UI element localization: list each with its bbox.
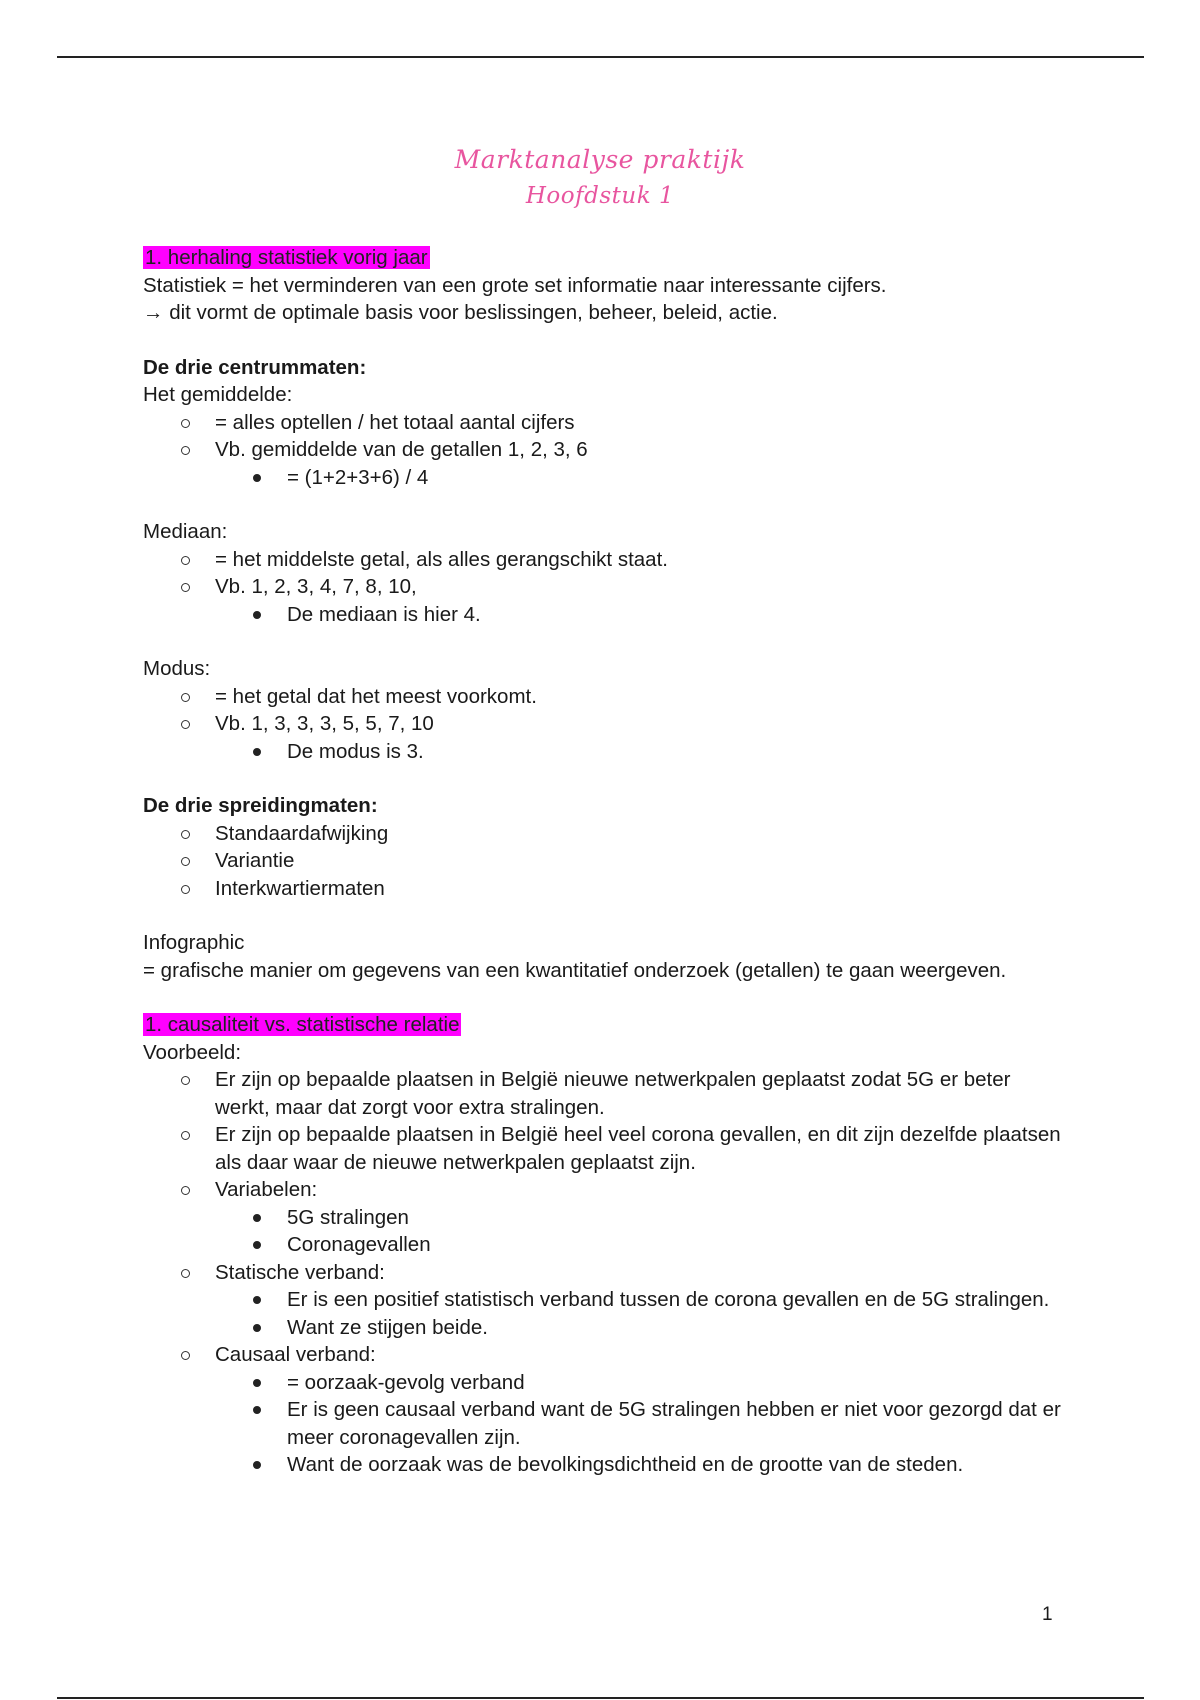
page-number: 1 — [1042, 1604, 1053, 1625]
voorbeeld-label: Voorbeeld: — [143, 1040, 242, 1064]
sub-list — [215, 601, 1063, 629]
sub-list — [215, 1204, 1063, 1259]
statistiek-definition: Statistiek = het verminderen van een grote set informatie naar interessante cijfers. — [143, 273, 887, 297]
modus-list — [143, 683, 1063, 766]
sub-list — [215, 464, 1063, 492]
list-item — [215, 436, 1063, 491]
mediaan-label: Mediaan: — [143, 520, 228, 543]
sub-list-item: Want de oorzaak was de bevolkingsdichtheid en de grootte van de steden. — [287, 1451, 1063, 1479]
voorbeeld-list — [143, 1066, 1063, 1479]
mediaan-list — [143, 546, 1063, 629]
sub-list-item: = oorzaak-gevolg verband — [287, 1369, 1063, 1397]
list-item-text: Causaal verband: — [215, 1343, 376, 1366]
gemiddelde-label: Het gemiddelde: — [143, 383, 293, 406]
list-item: Variantie — [215, 847, 1063, 875]
spreidingmaten-heading: De drie spreidingmaten: — [143, 794, 378, 817]
list-item — [215, 1176, 1063, 1259]
sub-list — [215, 738, 1063, 766]
list-item-text: Vb. gemiddelde van de getallen 1, 2, 3, 6 — [215, 438, 588, 461]
list-item-text: Vb. 1, 3, 3, 3, 5, 5, 7, 10 — [215, 712, 434, 735]
sub-list-item: Er is geen causaal verband want de 5G stralingen hebben er niet voor gezorgd dat er meer coronagevallen zijn. — [287, 1396, 1063, 1451]
spreidingmaten-list — [143, 820, 1063, 903]
list-item: = het middelste getal, als alles gerangschikt staat. — [215, 546, 1063, 574]
list-item: Er zijn op bepaalde plaatsen in België heel veel corona gevallen, en dit zijn dezelfde plaatsen als daar waar de nieuwe netwerkpalen geplaatst zijn. — [215, 1121, 1063, 1176]
list-item-text: Variabelen: — [215, 1178, 318, 1201]
sub-list — [215, 1369, 1063, 1479]
list-item — [215, 1259, 1063, 1342]
modus-label: Modus: — [143, 657, 211, 680]
highlighted-heading: 1. herhaling statistiek vorig jaar — [145, 246, 428, 269]
list-item — [215, 1341, 1063, 1479]
document-title: Marktanalyse praktijk — [454, 145, 746, 174]
sub-list — [215, 1286, 1063, 1341]
list-item — [215, 710, 1063, 765]
section-2-heading — [143, 1011, 1063, 1039]
infographic-label: Infographic — [143, 931, 245, 954]
list-item-text: Statische verband: — [215, 1260, 385, 1284]
list-item-text: Vb. 1, 2, 3, 4, 7, 8, 10, — [215, 575, 417, 598]
sub-list-item: Er is een positief statistisch verband tussen de corona gevallen en de 5G stralingen. — [287, 1286, 1063, 1314]
document-subtitle: Hoofdstuk 1 — [525, 183, 675, 209]
arrow-line: → dit vormt de optimale basis voor beslissingen, beheer, beleid, actie. — [143, 301, 778, 324]
top-rule — [57, 56, 1144, 58]
centrummaten-heading: De drie centrummaten: — [143, 355, 367, 379]
list-item — [215, 573, 1063, 628]
list-item: = het getal dat het meest voorkomt. — [215, 683, 1063, 711]
section-1-heading — [143, 244, 1063, 272]
infographic-definition: = grafische manier om gegevens van een kwantitatief onderzoek (getallen) te gaan weergeven. — [143, 958, 1007, 982]
list-item: Interkwartiermaten — [215, 875, 1063, 903]
bottom-rule — [57, 1697, 1144, 1699]
sub-list-item: = (1+2+3+6) / 4 — [287, 464, 1063, 492]
sub-list-item: De mediaan is hier 4. — [287, 601, 1063, 629]
list-item: Standaardafwijking — [215, 820, 1063, 848]
sub-list-item: 5G stralingen — [287, 1204, 1063, 1232]
list-item: = alles optellen / het totaal aantal cijfers — [215, 409, 1063, 437]
document-body — [143, 244, 1063, 1479]
sub-list-item: De modus is 3. — [287, 738, 1063, 766]
sub-list-item: Want ze stijgen beide. — [287, 1314, 1063, 1342]
highlighted-heading: 1. causaliteit vs. statistische relatie — [145, 1013, 460, 1036]
gemiddelde-list — [143, 409, 1063, 492]
list-item: Er zijn op bepaalde plaatsen in België nieuwe netwerkpalen geplaatst zodat 5G er beter werkt, maar dat zorgt voor extra stralingen. — [215, 1066, 1063, 1121]
sub-list-item: Coronagevallen — [287, 1231, 1063, 1259]
